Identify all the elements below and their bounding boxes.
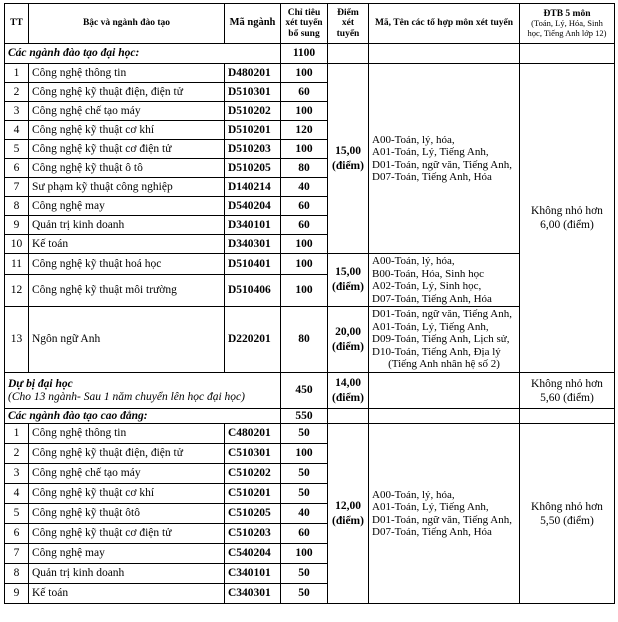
row-major: Công nghệ chế tạo máy [29, 464, 225, 484]
row-quota: 100 [281, 444, 328, 464]
row-code: D480201 [225, 64, 281, 83]
row-tt: 5 [5, 504, 29, 524]
combos-group-1 [369, 64, 520, 254]
row-code: C510301 [225, 444, 281, 464]
row-quota: 50 [281, 464, 328, 484]
row-quota: 80 [281, 307, 328, 373]
row-major: Công nghệ thông tin [29, 64, 225, 83]
row-major: Công nghệ kỹ thuật ô tô [29, 159, 225, 178]
row-tt: 4 [5, 484, 29, 504]
score-value: 20,00 [335, 325, 361, 338]
row-tt: 8 [5, 197, 29, 216]
score-unit: (điểm) [332, 159, 364, 172]
section-quota-college: 550 [281, 409, 328, 424]
combo-item: A00-Toán, lý, hóa, [372, 255, 455, 267]
row-code: D140214 [225, 178, 281, 197]
combo-item: B00-Toán, Hóa, Sinh học [372, 267, 484, 280]
row-quota: 50 [281, 564, 328, 584]
combo-item: A00-Toán, lý, hóa, [372, 133, 455, 146]
row-tt: 12 [5, 275, 29, 307]
prep-label: Dự bị đại học [8, 377, 73, 390]
row-quota: 60 [281, 197, 328, 216]
row-code: D510205 [225, 159, 281, 178]
row-major: Công nghệ kỹ thuật hoá học [29, 254, 225, 275]
row-major: Công nghệ may [29, 197, 225, 216]
row-tt: 3 [5, 464, 29, 484]
header-gpa [520, 4, 615, 44]
header-tt: TT [5, 4, 29, 44]
row-code: C510201 [225, 484, 281, 504]
row-tt: 9 [5, 216, 29, 235]
row-quota: 60 [281, 524, 328, 544]
row-code: D340101 [225, 216, 281, 235]
empty-cell [369, 409, 520, 424]
row-code: C480201 [225, 424, 281, 444]
row-major: Công nghệ kỹ thuật điện, điện tử [29, 83, 225, 102]
header-quota: Chỉ tiêu xét tuyển bổ sung [281, 4, 328, 44]
row-tt: 5 [5, 140, 29, 159]
row-tt: 11 [5, 254, 29, 275]
row-tt: 9 [5, 584, 29, 604]
gpa-college [520, 424, 615, 604]
empty-cell [369, 44, 520, 64]
combo-item: D07-Toán, Tiếng Anh, Hóa [372, 292, 492, 305]
section-row-university [5, 44, 615, 64]
score-value: 12,00 [335, 499, 361, 512]
header-row [5, 4, 615, 44]
combo-item: D07-Toán, Tiếng Anh, Hóa [372, 171, 492, 183]
row-tt: 2 [5, 83, 29, 102]
row-quota: 50 [281, 584, 328, 604]
combo-item: A02-Toán, Lý, Sinh học, [372, 280, 482, 292]
row-tt: 4 [5, 121, 29, 140]
row-quota: 50 [281, 424, 328, 444]
row-major: Kế toán [29, 235, 225, 254]
row-quota: 100 [281, 254, 328, 275]
row-major: Công nghệ kỹ thuật môi trường [29, 275, 225, 307]
combos-college [369, 424, 520, 604]
empty-cell [369, 373, 520, 409]
row-code: D510202 [225, 102, 281, 121]
gpa-line: 6,00 (điểm) [540, 219, 594, 231]
row-code: D340301 [225, 235, 281, 254]
row-code: D510406 [225, 275, 281, 307]
row-quota: 40 [281, 504, 328, 524]
row-quota: 100 [281, 102, 328, 121]
header-gpa-sub: (Toán, Lý, Hóa, Sinh học, Tiếng Anh lớp 12) [527, 18, 607, 38]
row-code: D510301 [225, 83, 281, 102]
row-major: Công nghệ kỹ thuật cơ điện tử [29, 140, 225, 159]
gpa-line: Không nhỏ hơn [531, 500, 603, 513]
row-major: Công nghệ kỹ thuật cơ khí [29, 121, 225, 140]
score-group-3 [328, 307, 369, 373]
prep-score [328, 373, 369, 409]
combos-group-2 [369, 254, 520, 307]
row-code: D540204 [225, 197, 281, 216]
score-unit: (điểm) [332, 391, 364, 404]
row-quota: 100 [281, 235, 328, 254]
row-code: C510203 [225, 524, 281, 544]
combo-note: (Tiếng Anh nhân hệ số 2) [388, 358, 500, 371]
row-quota: 50 [281, 484, 328, 504]
combo-item: D09-Toán, Tiếng Anh, Lịch sử, [372, 333, 510, 346]
row-quota: 120 [281, 121, 328, 140]
combo-item: D01-Toán, ngữ văn, Tiếng Anh, [372, 158, 512, 171]
row-major: Kế toán [29, 584, 225, 604]
row-tt: 1 [5, 424, 29, 444]
combo-item: D10-Toán, Tiếng Anh, Địa lý [372, 345, 501, 358]
score-unit: (điểm) [332, 281, 364, 293]
score-value: 15,00 [335, 144, 361, 157]
score-college [328, 424, 369, 604]
gpa-university [520, 64, 615, 373]
row-quota: 60 [281, 216, 328, 235]
section-label-university: Các ngành đào tạo đại học: [5, 44, 281, 64]
combo-item: A01-Toán, Lý, Tiếng Anh, [372, 501, 489, 513]
row-major: Quản trị kinh doanh [29, 216, 225, 235]
row-tt: 8 [5, 564, 29, 584]
row-quota: 100 [281, 140, 328, 159]
row-tt: 13 [5, 307, 29, 373]
header-gpa-title: ĐTB 5 môn [543, 8, 591, 19]
score-unit: (điểm) [332, 514, 364, 527]
header-code: Mã ngành [225, 4, 281, 44]
row-major: Công nghệ kỹ thuật điện, điện tử [29, 444, 225, 464]
row-code: D510401 [225, 254, 281, 275]
table-row [5, 64, 615, 83]
row-tt: 6 [5, 159, 29, 178]
header-score: Điểm xét tuyển [328, 4, 369, 44]
row-quota: 100 [281, 64, 328, 83]
row-tt: 1 [5, 64, 29, 83]
row-code: D510201 [225, 121, 281, 140]
section-label-college: Các ngành đào tạo cao đẳng: [5, 409, 281, 424]
row-quota: 60 [281, 83, 328, 102]
empty-cell [520, 409, 615, 424]
score-group-2 [328, 254, 369, 307]
combo-item: D01-Toán, ngữ văn, Tiếng Anh, [372, 513, 512, 526]
row-major: Quản trị kinh doanh [29, 564, 225, 584]
row-major: Công nghệ may [29, 544, 225, 564]
row-tt: 10 [5, 235, 29, 254]
row-code: C510202 [225, 464, 281, 484]
row-major: Công nghệ kỹ thuật cơ điện tử [29, 524, 225, 544]
prep-quota: 450 [281, 373, 328, 409]
score-group-1 [328, 64, 369, 254]
combo-item: A00-Toán, lý, hóa, [372, 488, 455, 501]
combo-item: D01-Toán, ngữ văn, Tiếng Anh, [372, 308, 512, 321]
section-quota-university: 1100 [281, 44, 328, 64]
combo-item: D07-Toán, Tiếng Anh, Hóa [372, 526, 492, 538]
header-combos: Mã, Tên các tổ hợp môn xét tuyển [369, 4, 520, 44]
row-quota: 40 [281, 178, 328, 197]
combo-item: A01-Toán, Lý, Tiếng Anh, [372, 146, 489, 158]
row-tt: 6 [5, 524, 29, 544]
row-major: Ngôn ngữ Anh [29, 307, 225, 373]
row-major: Công nghệ kỹ thuật cơ khí [29, 484, 225, 504]
row-code: C510205 [225, 504, 281, 524]
row-quota: 100 [281, 544, 328, 564]
row-tt: 7 [5, 544, 29, 564]
row-tt: 7 [5, 178, 29, 197]
row-code: D510203 [225, 140, 281, 159]
row-major: Công nghệ kỹ thuật ôtô [29, 504, 225, 524]
prep-row [5, 373, 615, 409]
gpa-line: Không nhỏ hơn [531, 377, 603, 390]
row-major: Công nghệ thông tin [29, 424, 225, 444]
combo-item: A01-Toán, Lý, Tiếng Anh, [372, 320, 489, 333]
empty-cell [328, 44, 369, 64]
row-code: C340301 [225, 584, 281, 604]
row-major: Công nghệ chế tạo máy [29, 102, 225, 121]
row-quota: 100 [281, 275, 328, 307]
section-row-college [5, 409, 615, 424]
row-code: C340101 [225, 564, 281, 584]
empty-cell [520, 44, 615, 64]
gpa-line: 5,50 (điểm) [540, 514, 594, 527]
row-code: C540204 [225, 544, 281, 564]
prep-label-cell [5, 373, 281, 409]
gpa-line: 5,60 (điểm) [540, 391, 594, 404]
gpa-prep [520, 373, 615, 409]
row-major: Sư phạm kỹ thuật công nghiệp [29, 178, 225, 197]
row-quota: 80 [281, 159, 328, 178]
admission-table [4, 3, 615, 604]
score-unit: (điểm) [332, 340, 364, 353]
row-code: D220201 [225, 307, 281, 373]
header-major: Bậc và ngành đào tạo [29, 4, 225, 44]
row-tt: 3 [5, 102, 29, 121]
table-row [5, 424, 615, 444]
empty-cell [328, 409, 369, 424]
row-tt: 2 [5, 444, 29, 464]
gpa-line: Không nhỏ hơn [531, 205, 603, 217]
prep-note: (Cho 13 ngành- Sau 1 năm chuyển lên học đại học) [8, 390, 245, 403]
combos-group-3 [369, 307, 520, 373]
admission-table-container [4, 3, 615, 604]
score-value: 14,00 [335, 376, 361, 389]
score-value: 15,00 [335, 266, 361, 278]
